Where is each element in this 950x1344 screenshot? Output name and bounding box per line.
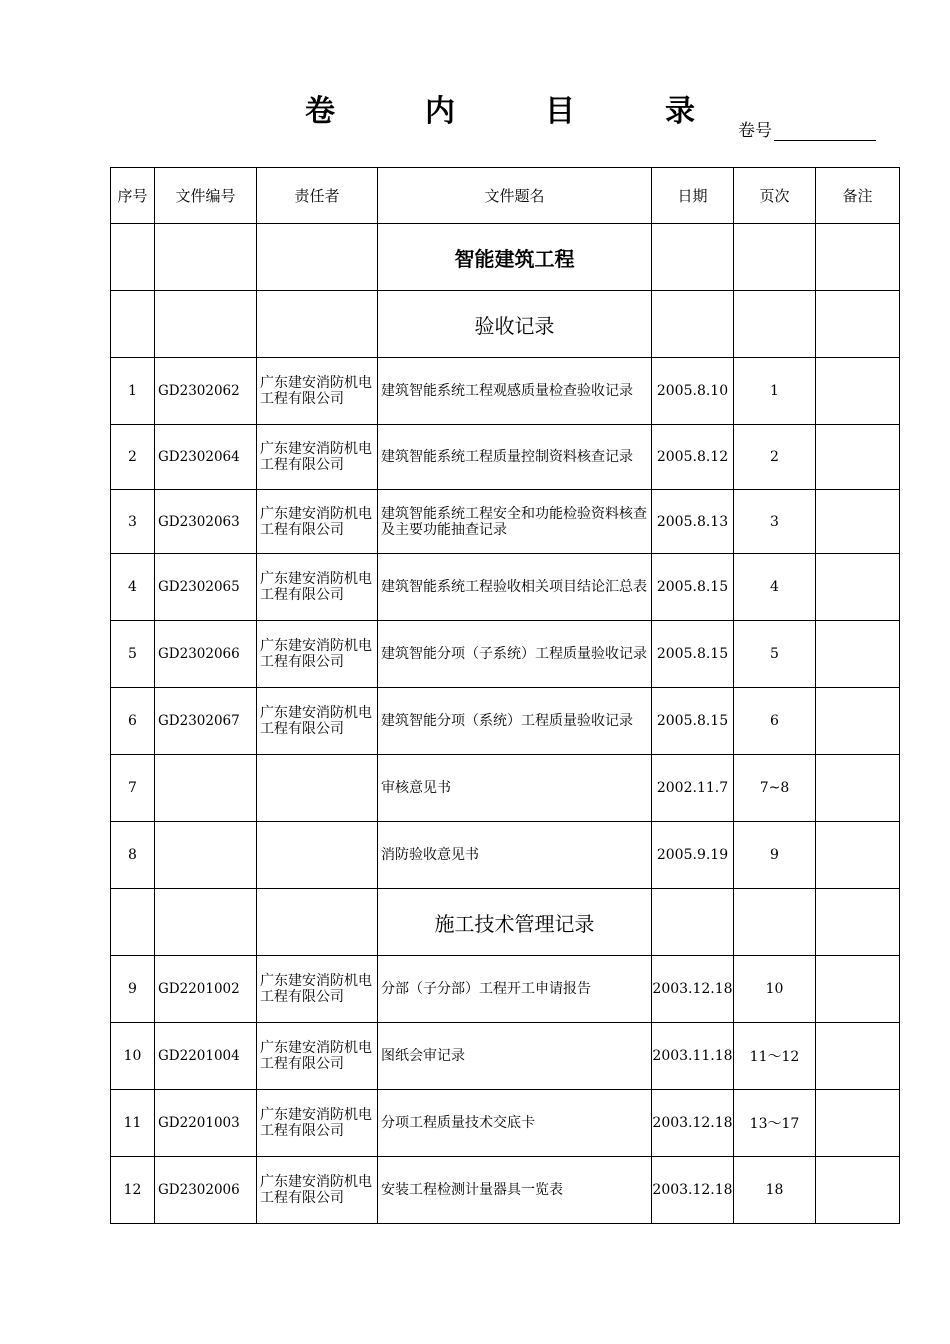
row-pages: 10 [734,956,816,1023]
row-notes [816,358,900,425]
row-notes [816,688,900,755]
row-title: 图纸会审记录 [378,1023,652,1090]
row-no: 11 [111,1090,155,1157]
row-notes [816,956,900,1023]
table-row [111,425,900,490]
row-date: 2002.11.7 [652,755,734,822]
row-no: 4 [111,554,155,621]
row-date: 2005.8.13 [652,490,734,554]
row-pages: 11～12 [734,1023,816,1090]
row-notes [816,1157,900,1224]
volume-blank [774,122,876,141]
row-notes [816,554,900,621]
row-title: 分项工程质量技术交底卡 [378,1090,652,1157]
row-responsible: 广东建安消防机电工程有限公司 [257,621,378,688]
row-code: GD2302006 [155,1157,257,1224]
section-title: 智能建筑工程 [378,224,652,291]
row-code [155,822,257,889]
row-title: 建筑智能系统工程质量控制资料核查记录 [378,425,652,490]
row-no: 9 [111,956,155,1023]
row-title: 分部（子分部）工程开工申请报告 [378,956,652,1023]
row-pages: 6 [734,688,816,755]
row-pages: 5 [734,621,816,688]
row-pages: 18 [734,1157,816,1224]
header-responsible: 责任者 [257,168,378,224]
row-responsible: 广东建安消防机电工程有限公司 [257,688,378,755]
table-row [111,1157,900,1224]
catalog-table [110,167,900,1224]
row-date: 2003.12.18 [652,956,734,1023]
row-responsible: 广东建安消防机电工程有限公司 [257,490,378,554]
row-title: 安装工程检测计量器具一览表 [378,1157,652,1224]
row-code: GD2201003 [155,1090,257,1157]
header-notes: 备注 [816,168,900,224]
row-code: GD2302063 [155,490,257,554]
row-pages: 9 [734,822,816,889]
volume-number [738,116,876,141]
row-date: 2005.8.15 [652,688,734,755]
row-date: 2003.12.18 [652,1157,734,1224]
row-responsible: 广东建安消防机电工程有限公司 [257,1090,378,1157]
header-code: 文件编号 [155,168,257,224]
section-row [111,224,900,291]
table-row [111,1023,900,1090]
row-code: GD2201002 [155,956,257,1023]
row-no: 2 [111,425,155,490]
row-responsible [257,822,378,889]
header-row [111,168,900,224]
row-date: 2005.9.19 [652,822,734,889]
row-responsible: 广东建安消防机电工程有限公司 [257,425,378,490]
row-code [155,755,257,822]
header-pages: 页次 [734,168,816,224]
row-code: GD2302062 [155,358,257,425]
row-notes [816,425,900,490]
table-row [111,956,900,1023]
row-pages: 2 [734,425,816,490]
row-date: 2003.11.18 [652,1023,734,1090]
row-no: 5 [111,621,155,688]
row-date: 2005.8.15 [652,621,734,688]
table-row [111,358,900,425]
row-responsible: 广东建安消防机电工程有限公司 [257,554,378,621]
row-date: 2005.8.10 [652,358,734,425]
header-no: 序号 [111,168,155,224]
volume-label: 卷号 [738,121,772,141]
row-notes [816,755,900,822]
table-row [111,688,900,755]
row-no: 10 [111,1023,155,1090]
row-notes [816,1090,900,1157]
table-row [111,490,900,554]
row-no: 3 [111,490,155,554]
header-date: 日期 [652,168,734,224]
row-code: GD2302067 [155,688,257,755]
row-pages: 13～17 [734,1090,816,1157]
section-row [111,889,900,956]
row-title: 建筑智能分项（子系统）工程质量验收记录 [378,621,652,688]
row-date: 2005.8.15 [652,554,734,621]
row-pages: 3 [734,490,816,554]
row-no: 12 [111,1157,155,1224]
row-no: 8 [111,822,155,889]
row-code: GD2302066 [155,621,257,688]
row-date: 2003.12.18 [652,1090,734,1157]
row-pages: 7~8 [734,755,816,822]
table-row [111,755,900,822]
section-row [111,291,900,358]
row-pages: 4 [734,554,816,621]
row-title: 建筑智能系统工程验收相关项目结论汇总表 [378,554,652,621]
table-row [111,554,900,621]
row-code: GD2302065 [155,554,257,621]
header-title: 文件题名 [378,168,652,224]
row-notes [816,822,900,889]
page-title: 卷 内 目 录 [305,94,725,129]
row-notes [816,490,900,554]
row-title: 建筑智能系统工程安全和功能检验资料核查及主要功能抽查记录 [378,490,652,554]
row-title: 建筑智能分项（系统）工程质量验收记录 [378,688,652,755]
row-title: 消防验收意见书 [378,822,652,889]
table-row [111,822,900,889]
row-code: GD2201004 [155,1023,257,1090]
row-notes [816,621,900,688]
row-responsible: 广东建安消防机电工程有限公司 [257,358,378,425]
row-pages: 1 [734,358,816,425]
row-code: GD2302064 [155,425,257,490]
row-title: 建筑智能系统工程观感质量检查验收记录 [378,358,652,425]
table-row [111,621,900,688]
row-responsible: 广东建安消防机电工程有限公司 [257,1023,378,1090]
row-no: 1 [111,358,155,425]
row-no: 6 [111,688,155,755]
row-responsible: 广东建安消防机电工程有限公司 [257,956,378,1023]
row-responsible: 广东建安消防机电工程有限公司 [257,1157,378,1224]
table-row [111,1090,900,1157]
row-responsible [257,755,378,822]
row-no: 7 [111,755,155,822]
row-date: 2005.8.12 [652,425,734,490]
section-title: 施工技术管理记录 [378,889,652,956]
row-title: 审核意见书 [378,755,652,822]
row-notes [816,1023,900,1090]
section-title: 验收记录 [378,291,652,358]
